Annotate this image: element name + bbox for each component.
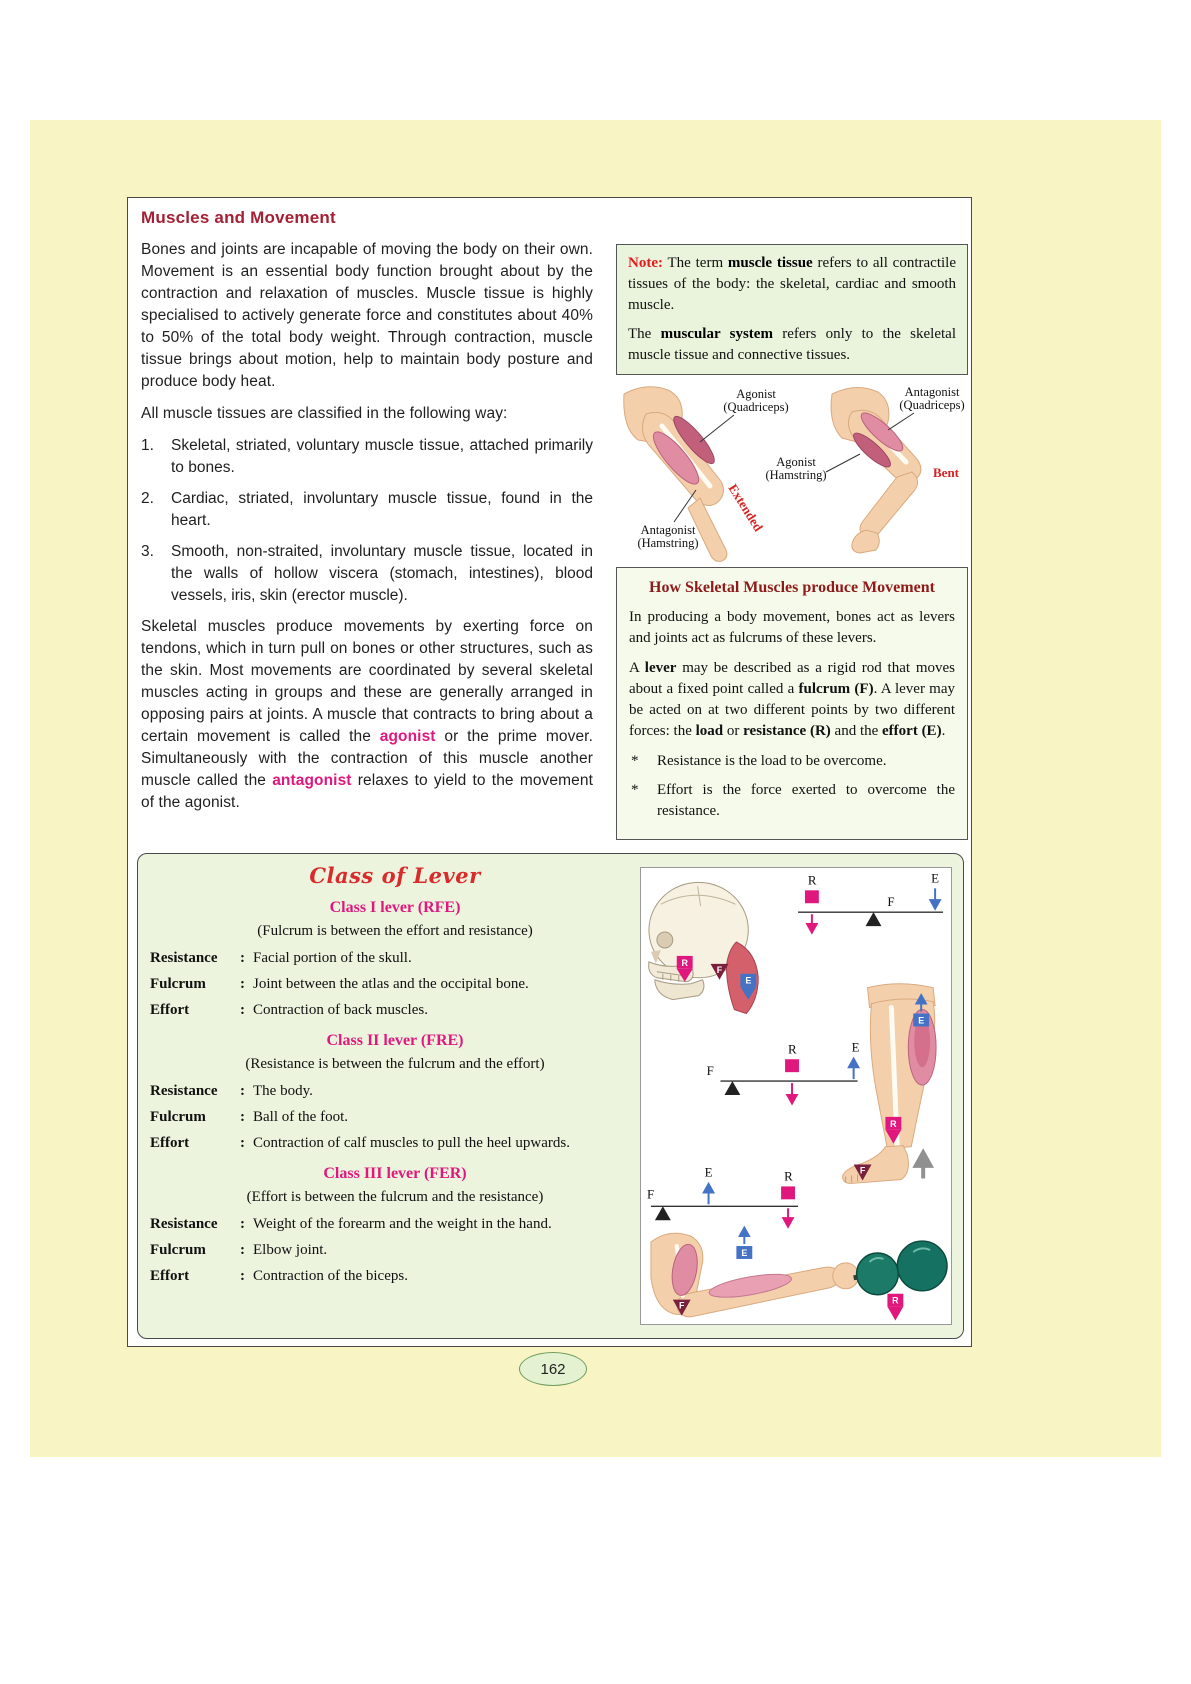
lever-text-column bbox=[150, 863, 640, 1292]
lever-row: Fulcrum : Joint between the atlas and the occipital bone. bbox=[150, 976, 529, 992]
dumbbell-weight bbox=[857, 1253, 899, 1295]
resistance-square-icon bbox=[805, 890, 819, 903]
lever-row: Effort : Contraction of the biceps. bbox=[150, 1268, 408, 1284]
term-resistance: resistance (R) bbox=[743, 723, 831, 739]
bullet-resistance: * Resistance is the load to be overcome. bbox=[629, 751, 955, 772]
section-heading: Class I lever (RFE) bbox=[329, 899, 461, 916]
section-heading: Class II lever (FRE) bbox=[326, 1032, 464, 1049]
section-subtitle: (Fulcrum is between the effort and resistance) bbox=[257, 923, 533, 939]
paragraph-agonist-antagonist bbox=[141, 616, 593, 814]
svg-text:F: F bbox=[716, 964, 723, 975]
term-fulcrum: fulcrum (F) bbox=[798, 681, 874, 697]
lever-row: Resistance : The body. bbox=[150, 1083, 313, 1099]
term-muscular-system: muscular system bbox=[660, 326, 773, 342]
class1-lever-diagram bbox=[798, 870, 943, 932]
diagram-letter-F: F bbox=[887, 894, 895, 910]
muscle-type-list bbox=[141, 435, 593, 607]
page-number: 162 bbox=[540, 1360, 566, 1378]
svg-text:R: R bbox=[681, 957, 688, 968]
note-paragraph-1: Note: The term muscle tissue refers to all contractile tissues of the body: the skeletal, cardiac and smooth muscle. bbox=[628, 255, 956, 313]
class2-lever-diagram bbox=[707, 1039, 860, 1103]
svg-text:R: R bbox=[892, 1295, 899, 1306]
svg-text:(Quadriceps): (Quadriceps) bbox=[899, 398, 965, 412]
fulcrum-triangle-icon bbox=[724, 1081, 740, 1095]
svg-text:F: F bbox=[679, 1300, 685, 1311]
svg-text:(Hamstring): (Hamstring) bbox=[765, 468, 827, 482]
movement-paragraph-1: In producing a body movement, bones act as levers and joints act as fulcrums of these levers. bbox=[629, 609, 955, 646]
list-item-skeletal bbox=[141, 435, 593, 479]
term-muscle-tissue: muscle tissue bbox=[727, 255, 813, 271]
lever-section-class3 bbox=[150, 1165, 640, 1287]
bent-leg-illustration bbox=[831, 387, 921, 553]
lever-row: Effort : Contraction of back muscles. bbox=[150, 1002, 428, 1018]
lever-row: Fulcrum : Ball of the foot. bbox=[150, 1109, 348, 1125]
skull-illustration bbox=[649, 882, 759, 1013]
page-number-badge bbox=[519, 1352, 587, 1386]
lever-section-class2 bbox=[150, 1032, 640, 1154]
diagram-letter-R: R bbox=[788, 1041, 797, 1057]
fulcrum-triangle-icon bbox=[866, 912, 882, 926]
section-heading: Class III lever (FER) bbox=[323, 1165, 467, 1182]
resistance-square-icon bbox=[785, 1059, 799, 1072]
diagram-letter-R: R bbox=[807, 872, 817, 888]
lever-row: Resistance : Facial portion of the skull. bbox=[150, 950, 412, 966]
muscle-pair-figure bbox=[616, 382, 968, 562]
list-number: 3. bbox=[141, 543, 154, 560]
arm-lever-illustration bbox=[651, 1228, 947, 1320]
diagram-letter-E: E bbox=[931, 870, 940, 886]
lever-row: Fulcrum : Elbow joint. bbox=[150, 1242, 328, 1258]
foot bbox=[843, 1146, 909, 1184]
resistance-square-icon bbox=[781, 1186, 795, 1199]
lever-box-title: Class of Lever bbox=[309, 863, 481, 888]
article-title: Muscles and Movement bbox=[141, 208, 336, 227]
foot-lever-illustration bbox=[843, 984, 936, 1184]
term-lever: lever bbox=[644, 660, 677, 676]
resistance-arrow-icon bbox=[887, 1307, 903, 1321]
note-box bbox=[616, 244, 968, 375]
diagram-letter-E: E bbox=[851, 1039, 860, 1055]
diagram-letter-F: F bbox=[706, 1063, 714, 1079]
fulcrum-triangle-icon bbox=[655, 1206, 671, 1220]
class3-lever-diagram bbox=[647, 1164, 798, 1226]
lever-row: Effort : Contraction of calf muscles to pull the heel upwards. bbox=[150, 1135, 570, 1151]
term-load: load bbox=[695, 723, 724, 739]
skeletal-movement-box bbox=[616, 567, 968, 840]
svg-text:R: R bbox=[890, 1118, 897, 1129]
list-text: Skeletal, striated, voluntary muscle tissue, attached primarily to bones. bbox=[171, 437, 593, 476]
note-label: Note: bbox=[628, 255, 663, 271]
paragraph-text: Skeletal muscles produce movements by exerting force on tendons, which in turn pull on bones or other structures, such as the skin. Most movements are coordinated by several skeletal muscles acting in groups and these are generally arranged in opposing pairs at joints. A muscle that contracts to bring about a certain movement is called the bbox=[141, 618, 593, 745]
diagram-letter-R: R bbox=[784, 1168, 793, 1184]
label-antagonist-quadriceps: Antagonist bbox=[904, 385, 960, 399]
mandible bbox=[655, 980, 704, 1000]
skeletal-box-title: How Skeletal Muscles produce Movement bbox=[649, 579, 935, 596]
list-text: Smooth, non-straited, involuntary muscle tissue, located in the walls of hollow viscera (stomach, intestines), blood vessels, iris, skin (erector muscle). bbox=[171, 543, 593, 604]
lever-illustration-panel bbox=[640, 867, 952, 1325]
content-frame bbox=[127, 197, 972, 1347]
resistance-marker bbox=[887, 1294, 903, 1321]
diagram-letter-F: F bbox=[646, 1186, 655, 1202]
bullet-marker: * bbox=[631, 782, 639, 798]
diagram-letter-E: E bbox=[704, 1164, 713, 1180]
label-agonist-hamstring: Agonist bbox=[776, 455, 816, 469]
svg-text:(Quadriceps): (Quadriceps) bbox=[723, 400, 789, 414]
label-antagonist-hamstring: Antagonist bbox=[640, 523, 696, 537]
paragraph-text: relaxes to yield to the movement of the agonist. bbox=[141, 772, 593, 811]
section-subtitle: (Resistance is between the fulcrum and the effort) bbox=[245, 1056, 545, 1072]
muscle-pair-diagram bbox=[616, 382, 968, 562]
sidebar-column bbox=[616, 244, 968, 840]
label-extended: Extended bbox=[725, 481, 767, 534]
main-article-column bbox=[141, 208, 593, 824]
list-item-smooth bbox=[141, 541, 593, 607]
label-bent: Bent bbox=[933, 465, 959, 480]
agonist-term: agonist bbox=[379, 728, 436, 745]
paragraph-text: or the prime mover. Simultaneously with the contraction of this muscle another muscle called the bbox=[141, 728, 593, 789]
svg-text:(Hamstring): (Hamstring) bbox=[637, 536, 699, 550]
bullet-marker: * bbox=[631, 753, 639, 769]
antagonist-term: antagonist bbox=[272, 772, 352, 789]
list-item-cardiac bbox=[141, 488, 593, 532]
list-text: Cardiac, striated, involuntary muscle tissue, found in the heart. bbox=[171, 490, 593, 529]
term-effort: effort (E) bbox=[882, 723, 942, 739]
list-number: 1. bbox=[141, 437, 154, 454]
label-agonist-quadriceps: Agonist bbox=[736, 387, 776, 401]
svg-text:E: E bbox=[741, 1247, 748, 1258]
movement-paragraph-2: A lever may be described as a rigid rod that moves about a fixed point called a fulcrum (F). A lever may be acted on at two different points by two different forces: the load or resistance (R) and the effort (E). bbox=[629, 660, 955, 739]
list-number: 2. bbox=[141, 490, 154, 507]
effort-marker bbox=[736, 1228, 752, 1259]
lever-row: Resistance : Weight of the forearm and the weight in the hand. bbox=[150, 1216, 552, 1232]
lever-section-class1 bbox=[150, 899, 640, 1021]
section-subtitle: (Effort is between the fulcrum and the resistance) bbox=[246, 1189, 544, 1205]
note-paragraph-2: The muscular system refers only to the skeletal muscle tissue and connective tissues. bbox=[628, 326, 956, 363]
svg-text:E: E bbox=[745, 975, 752, 986]
lever-diagrams bbox=[641, 868, 951, 1324]
classification-intro: All muscle tissues are classified in the following way: bbox=[141, 405, 508, 422]
class-of-lever-box bbox=[137, 853, 964, 1339]
svg-text:F: F bbox=[859, 1165, 866, 1176]
eye-socket bbox=[657, 932, 673, 948]
svg-text:E: E bbox=[918, 1015, 925, 1026]
paragraph-muscle-function: Bones and joints are incapable of moving the body on their own. Movement is an essential body function brought about by the contraction and relaxation of muscles. Muscle tissue is highly specialised to actively generate force and constitutes about 40% to 50% of the total body weight. Through contraction, muscle tissue brings about motion, help to maintain body posture and produce body heat. bbox=[141, 241, 593, 390]
bullet-effort: * Effort is the force exerted to overcome the resistance. bbox=[629, 780, 955, 822]
